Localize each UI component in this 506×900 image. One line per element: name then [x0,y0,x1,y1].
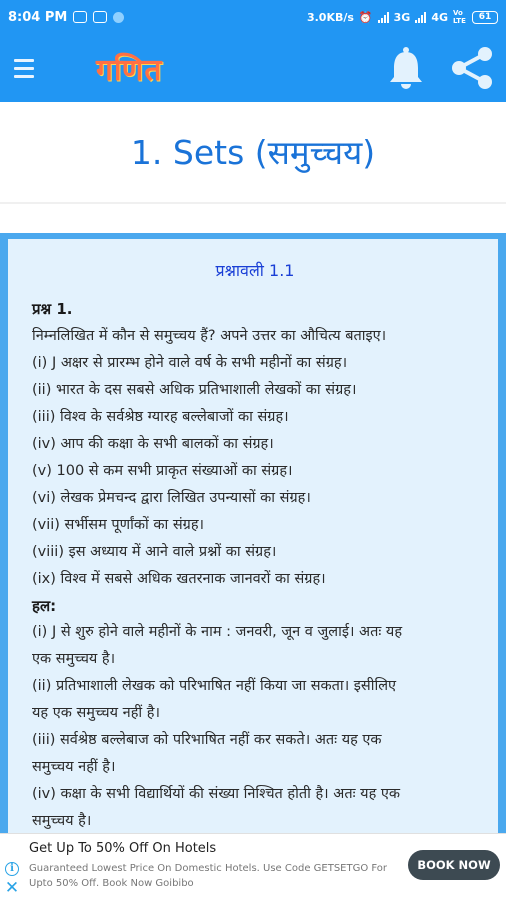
alarm-icon: ⏰ [358,10,373,24]
close-icon[interactable]: ✕ [4,878,20,898]
solution-line: समुच्चय है। [32,813,92,829]
status-right [307,9,498,25]
status-left [8,10,124,25]
signal-icon [378,12,389,23]
content-body[interactable] [8,239,498,833]
battery-level: 61 [478,11,492,22]
app-notification-icon [73,11,87,23]
signal-icon-2 [415,12,426,23]
solution-heading: हल: [32,597,57,615]
content-card [0,233,506,833]
ad-description: Guaranteed Lowest Price On Domestic Hotels. Use Code GETSETGO For Upto 50% Off. Book Now Goibibo [29,863,388,889]
network-speed: 3.0KB/s [306,10,354,24]
question-line: निम्नलिखित में कौन से समुच्चय हैं? अपने उत्तर का औचित्य बताइए। [32,328,387,344]
menu-line-3 [14,75,34,78]
solution-line: (ii) प्रतिभाशाली लेखक को परिभाषित नहीं किया जा सकता। इसीलिए [32,678,397,694]
sync-icon [113,12,124,23]
question-line: (ix) विश्व में सबसे अधिक खतरनाक जानवरों का संग्रह। [32,571,326,587]
volte-label: Vo LTE [453,9,466,25]
question-heading: प्रश्न 1. [32,300,73,318]
ad-banner[interactable] [0,833,506,900]
exercise-heading: प्रश्नावली 1.1 [215,261,295,280]
status-bar [0,0,506,34]
question-line: (vii) सर्भीसम पूर्णांकों का संग्रह। [32,517,205,533]
network-type-2: 4G [431,10,448,24]
info-icon[interactable]: i [5,862,19,876]
solution-line: (iii) सर्वश्रेष्ठ बल्लेबाज को परिभाषित नहीं कर सकते। अतः यह एक [32,732,382,748]
solution-line: एक समुच्चय है। [32,651,116,667]
question-line: (v) 100 से कम सभी प्राकृत संख्याओं का संग्रह। [32,463,293,479]
divider [0,202,506,204]
ad-title[interactable]: Get Up To 50% Off On Hotels [29,841,217,856]
question-line: (viii) इस अध्याय में आने वाले प्रश्नों का संग्रह। [32,544,277,560]
network-type-1: 3G [393,10,411,24]
menu-line-2 [14,67,34,70]
chapter-title: 1. Sets (समुच्चय) [130,132,376,172]
question-line: (i) J अक्षर से प्रारम्भ होने वाले वर्ष के सभी महीनों का संग्रह। [32,355,348,371]
question-line: (vi) लेखक प्रेमचन्द द्वारा लिखित उपन्यासों का संग्रह। [32,490,311,506]
solution-line: (i) J से शुरु होने वाले महीनों के नाम : जनवरी, जून व जुलाई। अतः यह [32,624,403,640]
book-now-button[interactable]: BOOK NOW [408,850,500,880]
solution-line: समुच्चय नहीं है। [32,759,116,775]
share-icon[interactable] [446,42,498,94]
question-line: (iv) आप की कक्षा के सभी बालकों का संग्रह। [32,436,274,452]
status-time: 8:04 PM [8,9,68,25]
app-bar [0,34,506,102]
menu-icon[interactable] [4,48,44,88]
battery-icon [472,11,498,24]
share-icon-svg [449,45,495,91]
app-title: गणित [96,52,163,88]
bell-icon-svg [387,46,425,90]
question-line: (iii) विश्व के सर्वश्रेष्ठ ग्यारह बल्लेबाजों का संग्रह। [32,409,289,425]
menu-line-1 [14,59,34,62]
mail-icon [93,11,107,23]
bell-icon[interactable] [381,42,431,94]
solution-line: (iv) कक्षा के सभी विद्यार्थियों की संख्या निश्चित होती है। अतः यह एक [32,786,401,802]
question-line: (ii) भारत के दस सबसे अधिक प्रतिभाशाली लेखकों का संग्रह। [32,382,357,398]
solution-line: यह एक समुच्चय नहीं है। [32,705,160,721]
